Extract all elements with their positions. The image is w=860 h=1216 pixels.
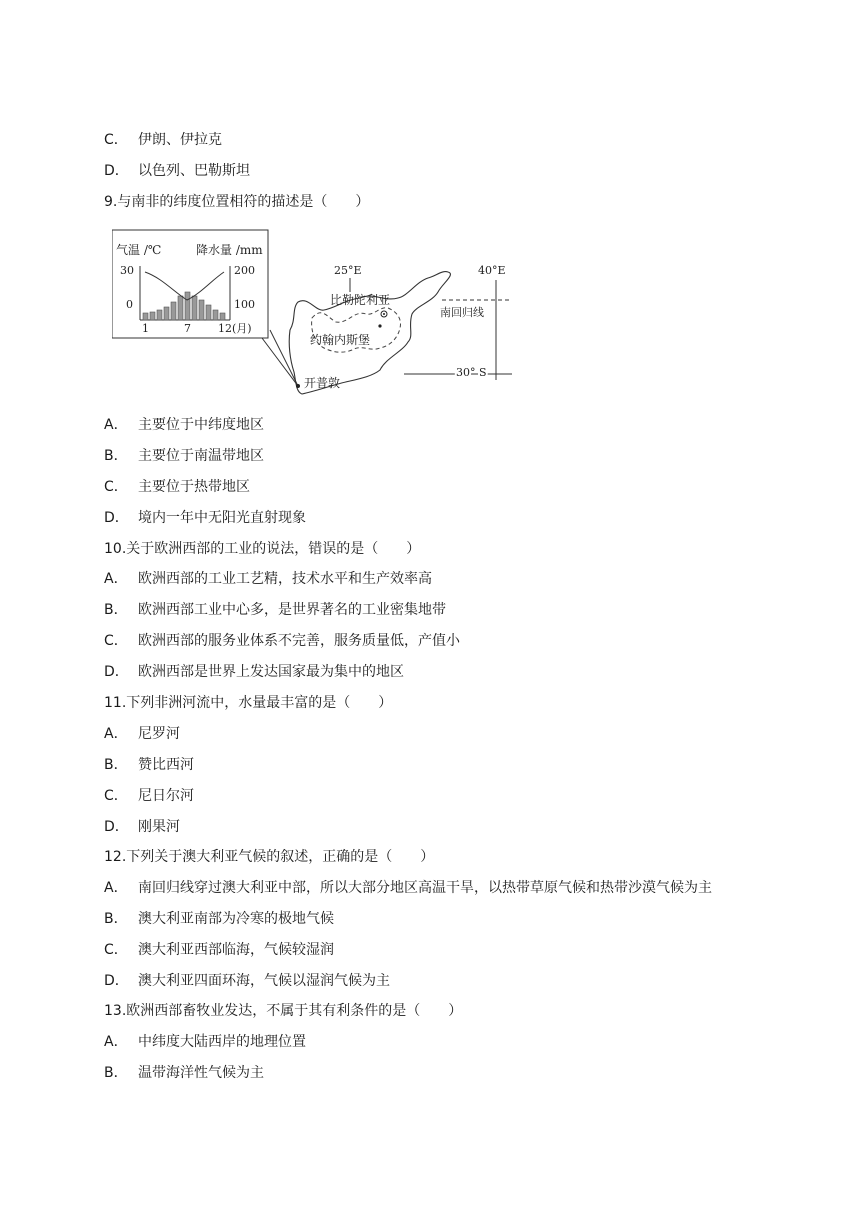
precip-bar <box>143 313 148 320</box>
option-line <box>104 787 194 805</box>
precip-bar <box>220 313 225 320</box>
lon25-label: 25°E <box>334 264 362 277</box>
precip-bar <box>206 305 211 320</box>
question-stem: 11.下列非洲河流中，水量最丰富的是（ ） <box>104 695 393 711</box>
option-text: 澳大利亚四面环海，气候以湿润气候为主 <box>138 973 390 989</box>
precip-bar <box>164 307 169 320</box>
option-letter: B． <box>104 1065 128 1081</box>
option-letter: D． <box>104 664 129 680</box>
precip-bar <box>199 300 204 320</box>
question-stem: 9.与南非的纬度位置相符的描述是（ ） <box>104 194 370 210</box>
option-text: 主要位于南温带地区 <box>138 448 264 464</box>
johannesburg-marker <box>378 324 381 327</box>
option-line <box>104 131 222 149</box>
option-line <box>104 162 250 180</box>
precip-bar <box>150 312 155 320</box>
temp-tick: 30 <box>120 264 134 277</box>
option-line <box>104 509 306 527</box>
option-letter: A． <box>104 880 128 896</box>
precip-tick: 100 <box>234 298 255 311</box>
option-letter: C． <box>104 942 128 958</box>
option-line <box>104 601 446 619</box>
option-text: 刚果河 <box>138 819 180 835</box>
option-letter: A． <box>104 571 128 587</box>
option-letter: B． <box>104 757 128 773</box>
option-text: 欧洲西部的工业工艺精，技术水平和生产效率高 <box>138 571 432 587</box>
option-text: 欧洲西部的服务业体系不完善，服务质量低，产值小 <box>138 633 460 649</box>
precip-bar <box>171 302 176 320</box>
option-line <box>104 725 180 743</box>
option-line <box>104 910 334 928</box>
option-line <box>104 756 194 774</box>
question-stem: 12.下列关于澳大利亚气候的叙述，正确的是（ ） <box>104 849 435 865</box>
precip-bar <box>178 296 183 320</box>
option-text: 伊朗、伊拉克 <box>138 132 222 148</box>
precip-axis-label: 降水量 /mm <box>196 243 263 257</box>
option-line <box>104 818 180 836</box>
temp-tick: 0 <box>126 298 133 311</box>
option-letter: B． <box>104 602 128 618</box>
option-letter: C． <box>104 132 128 148</box>
precip-bars <box>143 292 225 320</box>
option-text: 尼罗河 <box>138 726 180 742</box>
option-line <box>104 570 432 588</box>
option-line <box>104 972 390 990</box>
precip-bar <box>185 292 190 320</box>
option-text: 主要位于热带地区 <box>138 479 250 495</box>
option-line <box>104 941 334 959</box>
option-letter: D． <box>104 163 129 179</box>
callout-line <box>262 338 298 386</box>
temperature-curve <box>145 272 224 300</box>
option-letter: D． <box>104 510 129 526</box>
option-line <box>104 879 712 897</box>
option-text: 欧洲西部是世界上发达国家最为集中的地区 <box>138 664 404 680</box>
option-text: 以色列、巴勒斯坦 <box>138 163 250 179</box>
option-text: 中纬度大陆西岸的地理位置 <box>138 1034 306 1050</box>
precip-bar <box>157 310 162 320</box>
option-text: 温带海洋性气候为主 <box>138 1065 264 1081</box>
option-line <box>104 663 404 681</box>
question-stem: 13.欧洲西部畜牧业发达，不属于其有利条件的是（ ） <box>104 1003 463 1019</box>
option-letter: C． <box>104 633 128 649</box>
capetown-marker <box>296 384 300 388</box>
option-letter: D． <box>104 973 129 989</box>
option-text: 境内一年中无阳光直射现象 <box>138 510 306 526</box>
option-letter: B． <box>104 911 128 927</box>
option-letter: A． <box>104 1034 128 1050</box>
option-line <box>104 632 460 650</box>
option-letter: B． <box>104 448 128 464</box>
option-text: 尼日尔河 <box>138 788 194 804</box>
johannesburg-label: 约翰内斯堡 <box>310 333 371 347</box>
pretoria-label: 比勒陀利亚 <box>330 293 391 307</box>
south-africa-figure <box>112 226 520 402</box>
precip-bar <box>213 310 218 320</box>
capetown-label: 开普敦 <box>304 376 341 390</box>
option-line <box>104 416 264 434</box>
precip-bar <box>192 296 197 320</box>
option-text: 赞比西河 <box>138 757 194 773</box>
option-line <box>104 447 264 465</box>
option-letter: D． <box>104 819 129 835</box>
option-text: 澳大利亚西部临海，气候较湿润 <box>138 942 334 958</box>
option-text: 澳大利亚南部为冷寒的极地气候 <box>138 911 334 927</box>
option-text: 欧洲西部工业中心多，是世界著名的工业密集地带 <box>138 602 446 618</box>
option-letter: C． <box>104 788 128 804</box>
option-letter: C． <box>104 479 128 495</box>
pretoria-marker-dot <box>383 313 385 315</box>
option-line <box>104 1064 264 1082</box>
month-tick: 12(月) <box>218 322 252 335</box>
option-line <box>104 478 250 496</box>
month-tick: 1 <box>142 322 149 335</box>
option-line <box>104 1033 306 1051</box>
question-stem: 10.关于欧洲西部的工业的说法，错误的是（ ） <box>104 541 421 557</box>
lat30-label: 30° S <box>456 366 487 379</box>
precip-tick: 200 <box>234 264 255 277</box>
option-letter: A． <box>104 417 128 433</box>
option-letter: A． <box>104 726 128 742</box>
option-text: 南回归线穿过澳大利亚中部，所以大部分地区高温干旱，以热带草原气候和热带沙漠气候为主 <box>138 880 712 896</box>
option-text: 主要位于中纬度地区 <box>138 417 264 433</box>
lon40-label: 40°E <box>478 264 506 277</box>
month-tick: 7 <box>184 322 191 335</box>
callout-line <box>270 330 298 386</box>
temp-axis-label: 气温 /℃ <box>116 243 162 257</box>
tropic-label: 南回归线 <box>440 306 484 319</box>
